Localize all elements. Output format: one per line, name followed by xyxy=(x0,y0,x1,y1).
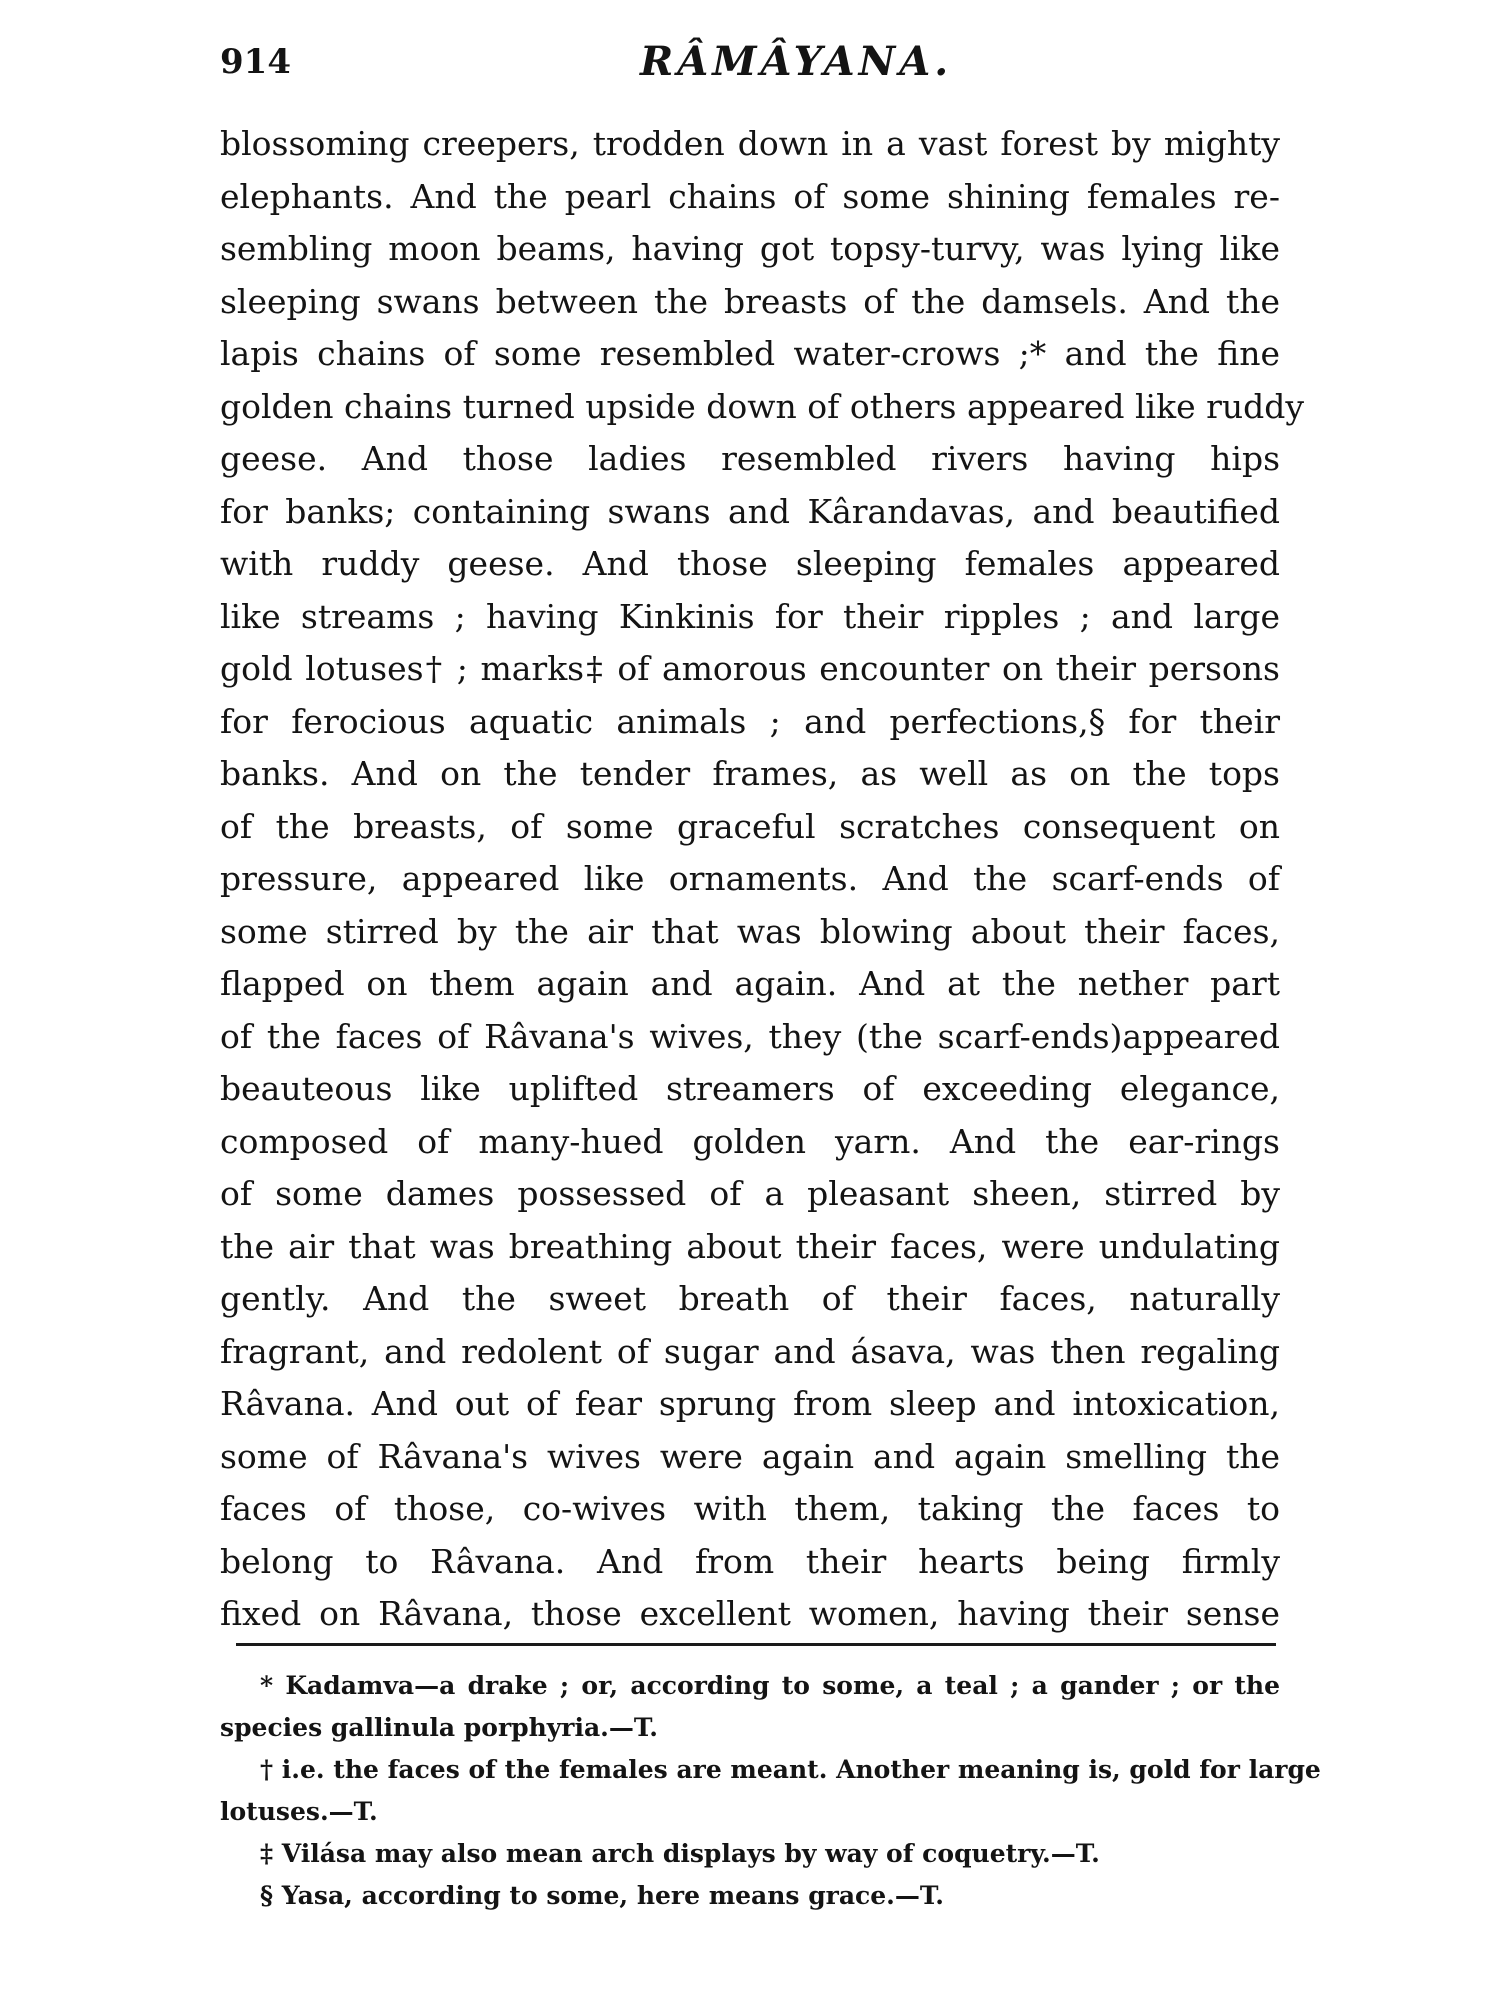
footnote-line: ‡ Vilása may also mean arch displays by way of coquetry.—T. xyxy=(260,1839,1100,1868)
text-line: for banks; containing swans and Kârandavas, and beautified xyxy=(220,491,1280,531)
text-line: like streams ; having Kinkinis for their ripples ; and large xyxy=(220,596,1280,636)
text-line: the air that was breathing about their faces, were undulating xyxy=(220,1226,1280,1266)
text-line: sleeping swans between the breasts of the damsels. And the xyxy=(220,281,1280,321)
text-line: some of Râvana's wives were again and again smelling the xyxy=(220,1436,1280,1476)
footnote-rule xyxy=(236,1643,1276,1646)
text-line: gold lotuses† ; marks‡ of amorous encounter on their persons xyxy=(220,649,1280,688)
text-line: banks. And on the tender frames, as well as on the tops xyxy=(220,754,1280,793)
running-head: RÂMÂYANA. xyxy=(640,38,953,85)
text-line: lapis chains of some resembled water-crows ;* and the fine xyxy=(220,334,1280,373)
text-line: Râvana. And out of fear sprung from sleep and intoxication, xyxy=(220,1384,1280,1423)
footnote-line: † i.e. the faces of the females are meant. Another meaning is, gold for large xyxy=(260,1755,1321,1784)
text-line: composed of many-hued golden yarn. And the ear-rings xyxy=(220,1121,1280,1161)
text-line: of the faces of Râvana's wives, they (the scarf-ends)appeared xyxy=(220,1016,1280,1056)
footnotes xyxy=(220,1665,1321,1917)
body-text xyxy=(220,118,1305,1641)
text-line: gently. And the sweet breath of their faces, naturally xyxy=(220,1279,1280,1318)
text-line: for ferocious aquatic animals ; and perfections,§ for their xyxy=(220,701,1280,741)
footnote-line: § Yasa, according to some, here means grace.—T. xyxy=(260,1881,944,1910)
text-line: sembling moon beams, having got topsy-turvy, was lying like xyxy=(220,229,1280,268)
footnote-line: species gallinula porphyria.—T. xyxy=(220,1713,658,1742)
page-number: 914 xyxy=(220,42,291,82)
text-line: elephants. And the pearl chains of some shining females re- xyxy=(220,176,1280,216)
text-line: fixed on Râvana, those excellent women, having their sense xyxy=(220,1594,1280,1633)
text-line: with ruddy geese. And those sleeping females appeared xyxy=(220,544,1280,583)
text-line: beauteous like uplifted streamers of exceeding elegance, xyxy=(220,1069,1280,1108)
text-line: of the breasts, of some graceful scratches consequent on xyxy=(220,806,1280,846)
text-line: flapped on them again and again. And at the nether part xyxy=(220,964,1280,1003)
text-line: of some dames possessed of a pleasant sheen, stirred by xyxy=(220,1174,1280,1213)
page-header xyxy=(0,38,1500,98)
text-line: some stirred by the air that was blowing about their faces, xyxy=(220,911,1280,951)
text-line: belong to Râvana. And from their hearts being firmly xyxy=(220,1541,1280,1581)
text-line: geese. And those ladies resembled rivers having hips xyxy=(220,439,1280,478)
text-line: golden chains turned upside down of others appeared like ruddy xyxy=(220,386,1305,426)
text-line: blossoming creepers, trodden down in a vast forest by mighty xyxy=(220,124,1280,163)
text-line: pressure, appeared like ornaments. And the scarf-ends of xyxy=(220,859,1280,898)
text-line: faces of those, co-wives with them, taking the faces to xyxy=(220,1489,1280,1528)
footnote-line: lotuses.—T. xyxy=(220,1797,378,1826)
footnote-line: * Kadamva—a drake ; or, according to some, a teal ; a gander ; or the xyxy=(260,1671,1280,1700)
text-line: fragrant, and redolent of sugar and ásava, was then regaling xyxy=(220,1331,1280,1371)
